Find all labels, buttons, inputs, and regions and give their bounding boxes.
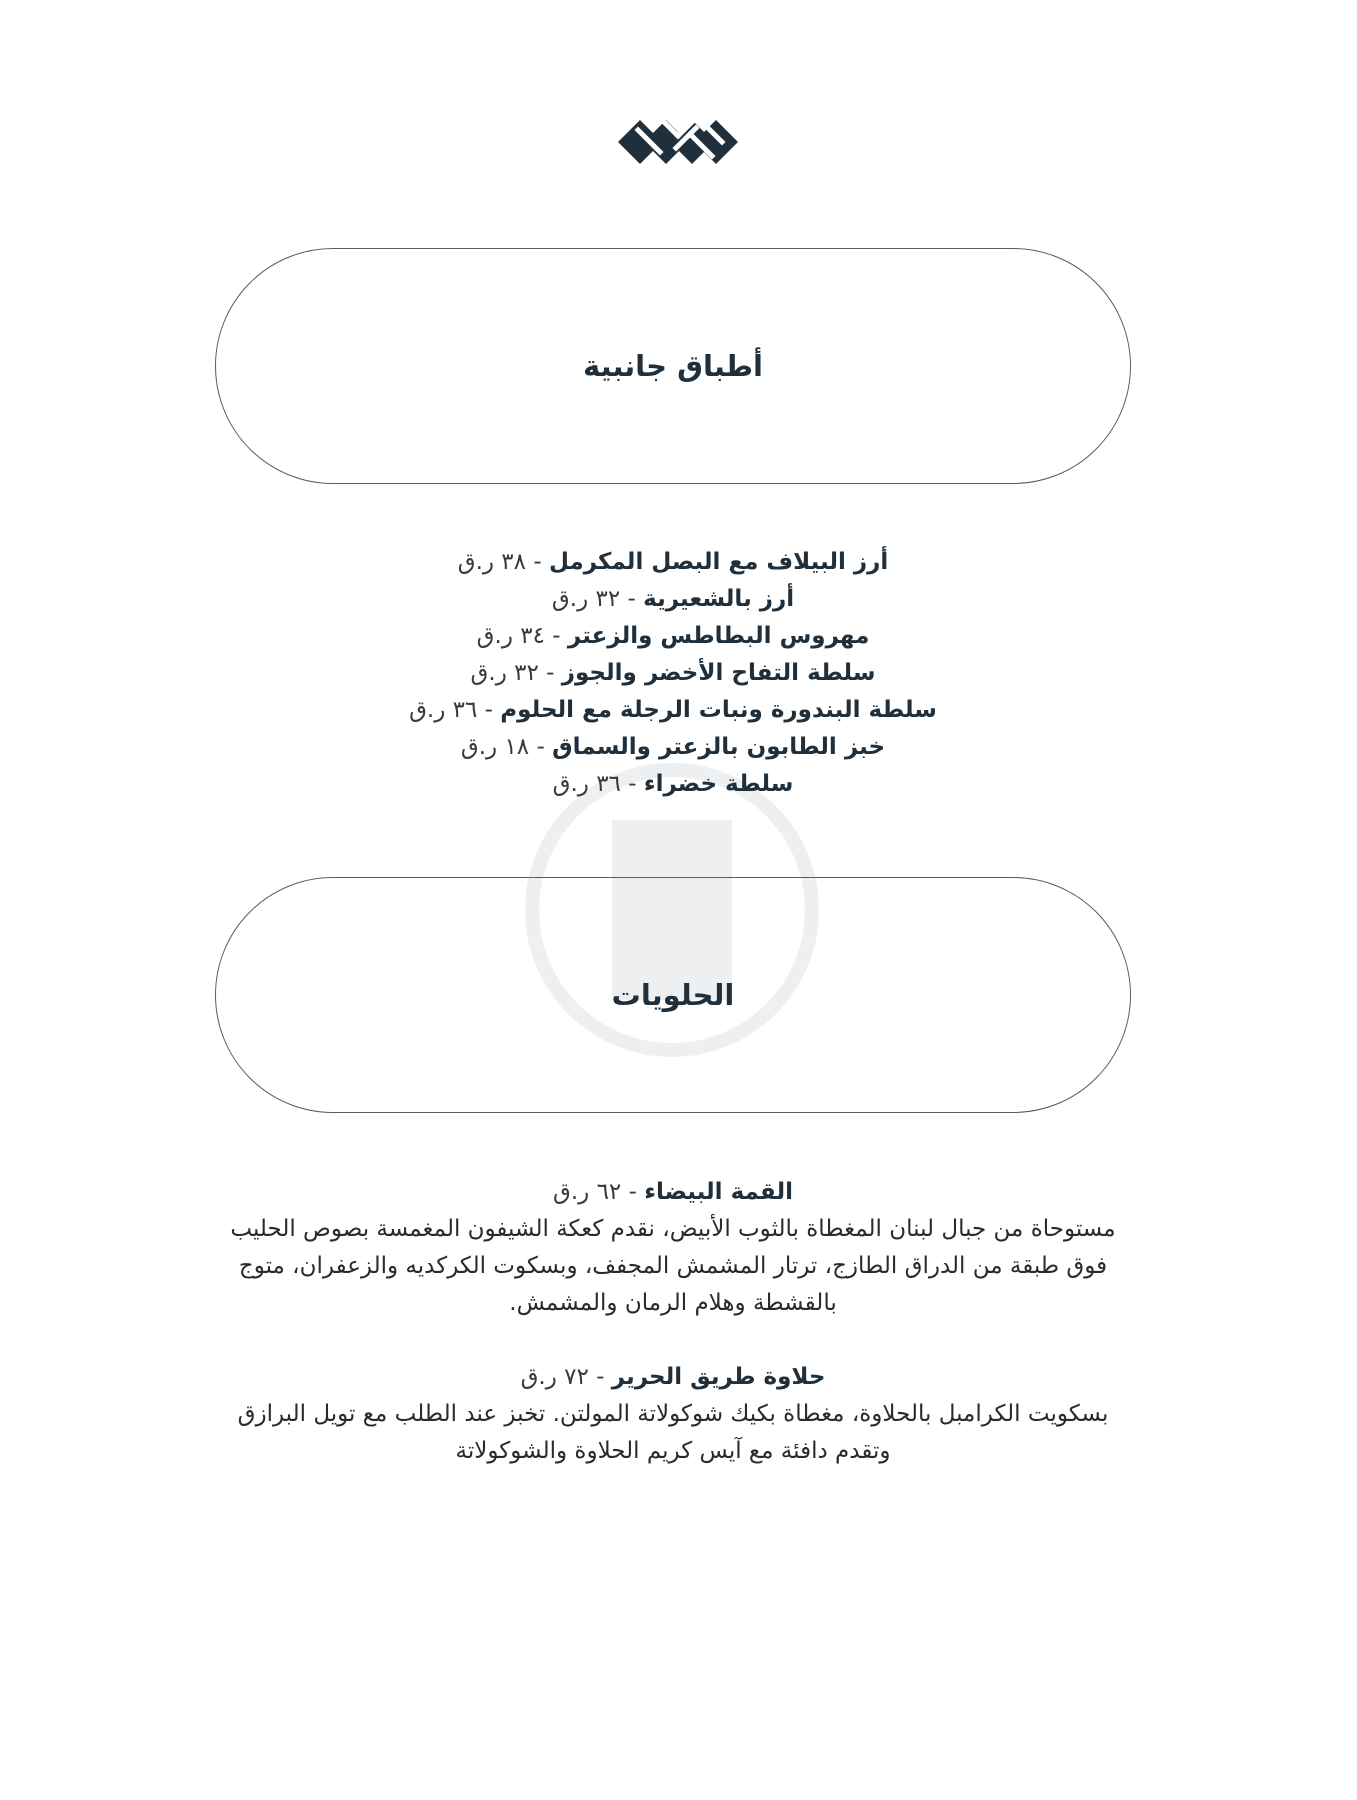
menu-item (215, 766, 1131, 803)
item-name: سلطة التفاح الأخضر والجوز (561, 660, 876, 686)
item-price: ٣٤ ر.ق (476, 623, 545, 649)
section-header-sides (215, 248, 1131, 484)
section-header-desserts (215, 877, 1131, 1113)
dessert-heading (215, 1174, 1131, 1211)
separator: - (621, 1179, 645, 1205)
menu-item (215, 618, 1131, 655)
separator: - (620, 586, 644, 612)
brand-logo-icon (618, 108, 738, 180)
dessert-item (215, 1359, 1131, 1470)
item-name: مهروس البطاطس والزعتر (567, 623, 870, 649)
item-price: ٣٢ ر.ق (551, 586, 621, 612)
item-price: ٧٢ ر.ق (520, 1364, 589, 1390)
item-name: أرز البيلاف مع البصل المكرمل (548, 549, 889, 575)
section-title-desserts: الحلويات (611, 978, 735, 1012)
item-price: ١٨ ر.ق (460, 734, 530, 760)
desserts-list (215, 1174, 1131, 1507)
menu-item (215, 581, 1131, 618)
item-name: حلاوة طريق الحرير (611, 1364, 826, 1390)
separator: - (544, 623, 568, 649)
menu-item (215, 729, 1131, 766)
menu-item (215, 692, 1131, 729)
item-name: خبز الطابون بالزعتر والسماق (552, 734, 886, 760)
separator: - (477, 697, 501, 723)
item-price: ٣٢ ر.ق (470, 660, 539, 686)
item-price: ٣٦ ر.ق (409, 697, 478, 723)
item-description: مستوحاة من جبال لبنان المغطاة بالثوب الأبيض، نقدم كعكة الشيفون المغمسة بصوص الحليب فوق طبقة من الدراق الطازج، ترتار المشمش المجفف، وبسكوت الكركديه والزعفران، متوج بالقشطة وهلام الرمان والمشمش. (230, 1216, 1116, 1316)
sides-list (215, 544, 1131, 803)
menu-item (215, 544, 1131, 581)
separator: - (529, 734, 553, 760)
separator: - (526, 549, 549, 575)
item-price: ٣٦ ر.ق (552, 771, 621, 797)
item-price: ٦٢ ر.ق (552, 1179, 622, 1205)
menu-item (215, 655, 1131, 692)
item-description: بسكويت الكرامبل بالحلاوة، مغطاة بكيك شوكولاتة المولتن. تخبز عند الطلب مع تويل البرازق وتقدم دافئة مع آيس كريم الحلاوة والشوكولاتة (237, 1401, 1109, 1464)
item-name: سلطة البندورة ونبات الرجلة مع الحلوم (500, 697, 937, 723)
item-price: ٣٨ ر.ق (457, 549, 527, 575)
item-name: سلطة خضراء (643, 771, 794, 797)
dessert-item (215, 1174, 1131, 1322)
separator: - (620, 771, 644, 797)
section-title-sides: أطباق جانبية (583, 349, 763, 383)
dessert-heading (215, 1359, 1131, 1396)
separator: - (588, 1364, 612, 1390)
separator: - (538, 660, 562, 686)
item-name: أرز بالشعيرية (643, 586, 795, 612)
item-name: القمة البيضاء (644, 1179, 794, 1205)
